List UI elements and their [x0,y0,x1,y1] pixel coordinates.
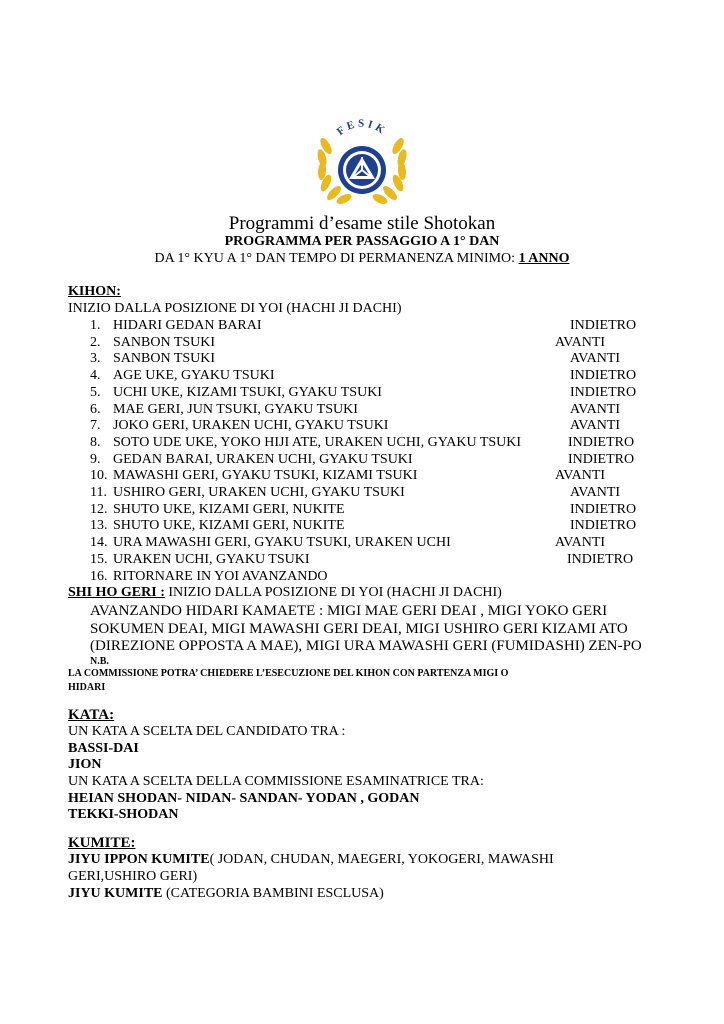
kihon-item-direction: AVANTI [570,351,621,367]
kihon-item-text: SHUTO UKE, KIZAMI GERI, NUKITE [113,518,345,534]
kihon-item-direction: INDIETRO [570,318,637,333]
permanence-line [0,251,724,267]
kihon-item-number: 2. [90,334,101,350]
kihon-item-direction: AVANTI [570,418,621,434]
kihon-item-number: 16. [90,568,108,584]
kihon-item-text: HIDARI GEDAN BARAI [113,318,262,333]
kihon-item-direction: AVANTI [555,468,606,484]
fesik-logo [312,116,412,212]
kihon-item-number: 9. [90,451,101,467]
kihon-intro: INIZIO DALLA POSIZIONE DI YOI (HACHI JI DACHI) [68,301,402,316]
kihon-item-number: 10. [90,468,108,484]
kihon-item-text: MAWASHI GERI, GYAKU TSUKI, KIZAMI TSUKI [113,468,418,484]
kihon-item-number: 14. [90,535,108,551]
kihon-item-number: 13. [90,518,108,534]
kihon-item-direction: INDIETRO [568,451,635,467]
kihon-item-text: RITORNARE IN YOI AVANZANDO [113,568,328,584]
shihogeri-line-2: SOKUMEN DEAI, MIGI MAWASHI GERI DEAI, MIGI USHIRO GERI KIZAMI ATO [90,621,628,637]
kumite-item-1 [68,852,554,868]
kihon-item-text: SANBON TSUKI [113,334,216,350]
kihon-item-number: 15. [90,551,108,567]
note-line-1: LA COMMISSIONE POTRA’ CHIEDERE L’ESECUZIONE DEL KIHON CON PARTENZA MIGI O [68,668,509,679]
kihon-heading: KIHON: [68,284,121,299]
kihon-item-number: 4. [90,368,101,384]
permanence-prefix: DA 1° KYU A 1° DAN TEMPO DI PERMANENZA MINIMO: [154,251,519,266]
kihon-item-number: 1. [90,318,101,333]
kata-line-1: UN KATA A SCELTA DEL CANDIDATO TRA : [68,724,346,739]
kata-heading: KATA: [68,707,115,723]
shihogeri-heading: SHI HO GERI : [68,585,165,600]
kihon-item-direction: INDIETRO [570,384,637,400]
kihon-item-text: URAKEN UCHI, GYAKU TSUKI [113,551,310,567]
kihon-item-direction: INDIETRO [567,551,634,567]
kumite-heading: KUMITE: [68,835,136,851]
kumite-item-2 [68,886,384,902]
kihon-item-number: 11. [90,485,107,500]
kihon-item-text: SOTO UDE UKE, YOKO HIJI ATE, URAKEN UCHI, GYAKU TSUKI [113,434,522,450]
kihon-item-number: 8. [90,434,101,450]
kihon-item-direction: INDIETRO [570,501,637,517]
kihon-item-number: 12. [90,501,108,517]
svg-text:FESIK [335,118,389,138]
kihon-item-number: 3. [90,351,101,367]
page-title: Programmi d’esame stile Shotokan [228,213,496,234]
shihogeri-intro: INIZIO DALLA POSIZIONE DI YOI (HACHI JI DACHI) [164,585,502,600]
kumite-item-1-cont: GERI,USHIRO GERI) [68,869,198,884]
kihon-item-direction: INDIETRO [570,518,637,534]
kihon-item-text: MAE GERI, JUN TSUKI, GYAKU TSUKI [113,401,358,417]
kihon-item-text: SANBON TSUKI [113,351,216,367]
kihon-item-number: 7. [90,418,101,434]
kihon-item-direction: AVANTI [555,334,606,350]
kata-choice-3: HEIAN SHODAN- NIDAN- SANDAN- YODAN , GODAN [68,791,420,806]
page-subtitle: PROGRAMMA PER PASSAGGIO A 1° DAN [224,234,500,249]
kata-line-2: UN KATA A SCELTA DELLA COMMISSIONE ESAMINATRICE TRA: [68,774,484,789]
kihon-item-text: URA MAWASHI GERI, GYAKU TSUKI, URAKEN UCHI [113,535,451,551]
kata-choice-2: JION [68,757,102,772]
kihon-item-text: USHIRO GERI, URAKEN UCHI, GYAKU TSUKI [113,485,405,500]
note-line-2: HIDARI [68,682,106,693]
kumite-item-2-detail: (CATEGORIA BAMBINI ESCLUSA) [162,886,384,901]
kihon-item-direction: INDIETRO [568,434,635,450]
shihogeri-line-1: AVANZANDO HIDARI KAMAETE : MIGI MAE GERI DEAI , MIGI YOKO GERI [90,603,608,619]
kihon-item-direction: AVANTI [570,401,621,417]
shihogeri-line-3: (DIREZIONE OPPOSTA A MAE), MIGI URA MAWASHI GERI (FUMIDASHI) ZEN-PO [90,638,642,654]
logo-text: FESIK [334,117,390,139]
kihon-item-text: AGE UKE, GYAKU TSUKI [113,368,275,384]
kihon-item-direction: INDIETRO [570,368,637,384]
kumite-item-1-title: JIYU IPPON KUMITE [68,852,210,867]
kata-choice-1: BASSI-DAI [68,741,139,756]
kumite-item-2-title: JIYU KUMITE [68,886,163,901]
nb-label: N.B. [90,656,109,667]
kihon-item-text: GEDAN BARAI, URAKEN UCHI, GYAKU TSUKI [113,451,413,467]
kihon-item-text: SHUTO UKE, KIZAMI GERI, NUKITE [113,501,345,517]
kumite-item-1-detail: ( JODAN, CHUDAN, MAEGERI, YOKOGERI, MAWASHI [209,852,554,867]
kata-choice-4: TEKKI-SHODAN [68,807,179,822]
shihogeri-line [68,585,502,601]
kihon-item-text: JOKO GERI, URAKEN UCHI, GYAKU TSUKI [113,418,389,434]
permanence-value: 1 ANNO [518,251,570,266]
kihon-item-text: UCHI UKE, KIZAMI TSUKI, GYAKU TSUKI [113,384,382,400]
kihon-item-direction: AVANTI [570,485,621,500]
kihon-item-number: 5. [90,384,101,400]
kihon-item-number: 6. [90,401,101,417]
kihon-item-direction: AVANTI [555,535,606,551]
